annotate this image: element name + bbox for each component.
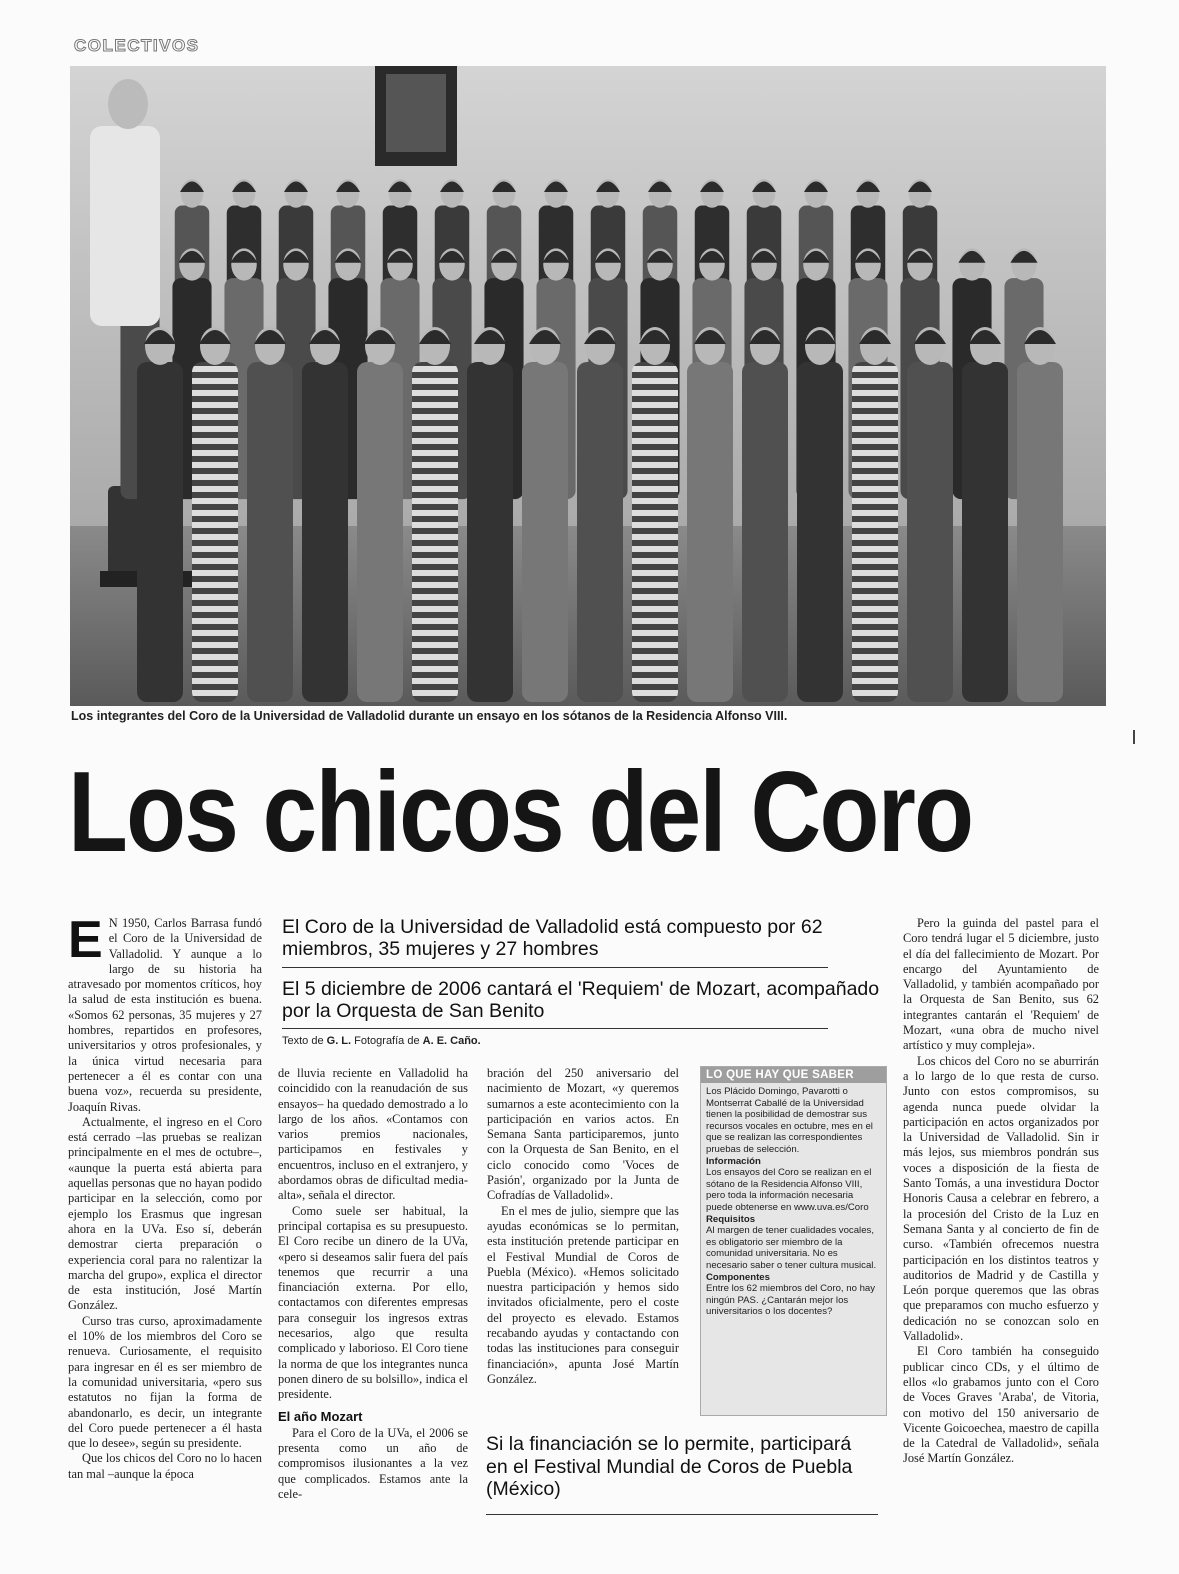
choir-member (302, 327, 348, 702)
divider (282, 967, 828, 968)
pull-quote: Si la financiación se lo permite, participará en el Festival Mundial de Coros de Puebla (México) (486, 1433, 853, 1500)
info-text: Entre los 62 miembros del Coro, no hay ningún PAS. ¿Cantarán mejor los universitarios o los docentes? (706, 1283, 876, 1318)
drop-cap: E (68, 911, 103, 969)
choir-member (632, 327, 678, 702)
info-text: Al margen de tener cualidades vocales, es obligatorio ser miembro de la comunidad universitaria. No es necesario saber o tener cultura musical. (706, 1225, 877, 1271)
info-heading: Componentes (706, 1271, 770, 1283)
info-heading: Información (706, 1155, 761, 1167)
paragraph: bración del 250 aniversario del nacimiento de Mozart, «y queremos sumarnos a este acontecimiento con la participación en varios actos. En Semana Santa participaremos, junto con la Orquesta de San Benito, en el ciclo conocido como 'Voces de Pasión', organizado por la Junta de Cofradías de Valladolid». (487, 1066, 679, 1203)
divider (282, 1028, 828, 1029)
choir-member (742, 327, 788, 702)
group-photo (70, 66, 1106, 706)
choir-member (1017, 327, 1063, 702)
choir-member (247, 327, 293, 702)
paragraph: En el mes de julio, siempre que las ayudas económicas se lo permitan, esta institución pretende participar en el Festival Mundial de Coros de Puebla (México). «Hemos solicitado nuestra participación y hemos sido invitados oficialmente, pero el coste del proyecto es elevado. Estamos recabando ayudas y contactando con todas las instituciones para conseguir financiación», apunta José Martín González. (487, 1203, 679, 1386)
body-column-2 (278, 1066, 468, 1502)
headline: Los chicos del Coro (68, 749, 973, 876)
paragraph: Actualmente, el ingreso en el Coro está cerrado –las pruebas se realizan principalmente en el mes de octubre–, «aunque la puerta está abierta para aquellas personas que no hayan podido participar en la selección, como por ejemplo los Erasmus que ingresan ahora en la UVa. Eso sí, deberán demostrar cierta preparación o experiencia coral para no ralentizar la marcha del grupo», explica el director de esta institución, José Martín González. (68, 1114, 262, 1313)
paragraph: Pero la guinda del pastel para el Coro tendrá lugar el 5 diciembre, justo el día del fallecimiento de Mozart. Por encargo del Ayuntamiento de Valladolid, y también acompañado por la Orquesta de San Benito, sus 62 integrantes cantarán el 'Requiem' de Mozart, «una obra de mucho nivel artístico y muy compleja». (903, 916, 1099, 1053)
choir-group-image (70, 66, 1106, 706)
deck-2: El 5 diciembre de 2006 cantará el 'Requiem' de Mozart, acompañado por la Orquesta de San Benito (282, 978, 880, 1022)
choir-member (137, 327, 183, 702)
choir-member (687, 327, 733, 702)
paragraph: Que los chicos del Coro no lo hacen tan mal –aunque la época (68, 1451, 262, 1481)
margin-mark (1133, 730, 1135, 744)
divider (486, 1514, 878, 1515)
deck-1: El Coro de la Universidad de Valladolid está compuesto por 62 miembros, 35 mujeres y 27 hombres (282, 916, 823, 960)
byline: Texto de G. L. Fotografía de A. E. Caño. (282, 1035, 481, 1047)
info-box-title: LO QUE HAY QUE SABER (701, 1067, 886, 1083)
info-box (700, 1066, 887, 1416)
choir-member (907, 327, 953, 702)
choir-member (797, 327, 843, 702)
info-intro: Los Plácido Domingo, Pavarotti o Montserrat Caballé de la Universidad tienen la posibilidad de demostrar sus recursos vocales en octubre, mes en el que se realizan las correspondientes pruebas de selección. (706, 1086, 873, 1155)
choir-member (412, 327, 458, 702)
subheading: El año Mozart (278, 1408, 363, 1424)
choir-member (467, 327, 513, 702)
paragraph: E N 1950, Carlos Barrasa fundó el Coro de la Universidad de Valladolid. Y aunque a lo largo de su historia ha atravesado por momentos críticos, hoy la salud de esta institución es buena. «Somos 62 personas, 35 mujeres y 27 hombres, repartidos en profesores, universitarios y otros profesionales, y la única virtud necesaria para pertenecer a él es contar con una buena voz», recuerda su presidente, Joaquín Rivas. (68, 911, 262, 1114)
choir-member (577, 327, 623, 702)
paragraph: Curso tras curso, aproximadamente el 10% de los miembros del Coro se renueva. Curiosamente, el requisito para ingresar en él es ser miembro de la comunidad universitaria, «pero sus estatutos no fijan la forma de abandonarlo, es decir, un integrante del Coro puede pertenecer a él hasta que lo desee», según su presidente. (68, 1313, 262, 1451)
paragraph: de lluvia reciente en Valladolid ha coincidido con la reanudación de sus ensayos– ha quedado demostrado a lo largo de los años. «Contamos con varios premios nacionales, participamos en festivales y encuentros, incluso en el extranjero, y abordamos obras de dificultad media-alta», señala el director. (278, 1066, 468, 1203)
paragraph: Los chicos del Coro no se aburrirán a lo largo de lo que resta de curso. Junto con estos compromisos, su agenda nunca puede olvidar la participación en actos organizados por la Universidad de Valladolid. Sin ir más lejos, sus miembros pondrán sus voces a disposición de la fiesta de Santo Tomás, a una investidura Doctor Honoris Causa a celebrar en febrero, a la procesión del Cristo de la Luz en Semana Santa y al concierto de fin de curso. «También ofrecemos nuestra participación en los distintos teatros y auditorios de Madrid y de Castilla y León porque queremos que las obras que preparamos con mucho esfuerzo y dedicación no se conozcan solo en Valladolid». (903, 1053, 1099, 1344)
body-column-4 (903, 916, 1099, 1467)
paragraph: Como suele ser habitual, la principal cortapisa es su presupuesto. El Coro recibe un dinero de la UVa, «pero si deseamos salir fuera del país tenemos que recurrir a una financiación externa. Por ello, contactamos con diferentes empresas para conseguir los ingresos extras necesarios, algo que resulta complicado y laborioso. El Coro tiene la norma de que los integrantes nunca ponen dinero de su bolsillo», indica el presidente. (278, 1203, 468, 1402)
info-heading: Requisitos (706, 1213, 756, 1225)
choir-member (522, 327, 568, 702)
photo-caption: Los integrantes del Coro de la Universidad de Valladolid durante un ensayo en los sótanos de la Residencia Alfonso VIII. (71, 709, 788, 723)
choir-member (192, 327, 238, 702)
choir-member (852, 327, 898, 702)
paragraph: El Coro también ha conseguido publicar cinco CDs, y el último de ellos «lo grabamos junto con el Coro de Voces Graves 'Araba', de Vitoria, con motivo del 150 aniversario de Vicente Goicoechea, maestro de capilla de la Catedral de Valladolid», señala José Martín González. (903, 1344, 1099, 1466)
choir-member (357, 327, 403, 702)
info-text: Los ensayos del Coro se realizan en el sótano de la Residencia Alfonso VIII, pero toda la información necesaria puede obtenerse en www.uva.es/Coro (706, 1167, 872, 1213)
choir-member (962, 327, 1008, 702)
body-column-1 (68, 911, 262, 1482)
section-label: COLECTIVOS (74, 36, 200, 55)
paragraph: Para el Coro de la UVa, el 2006 se presenta como un año de compromisos ilusionantes a la vez que complicados. Estamos ante la cele- (278, 1425, 468, 1502)
body-column-3 (487, 1066, 679, 1387)
